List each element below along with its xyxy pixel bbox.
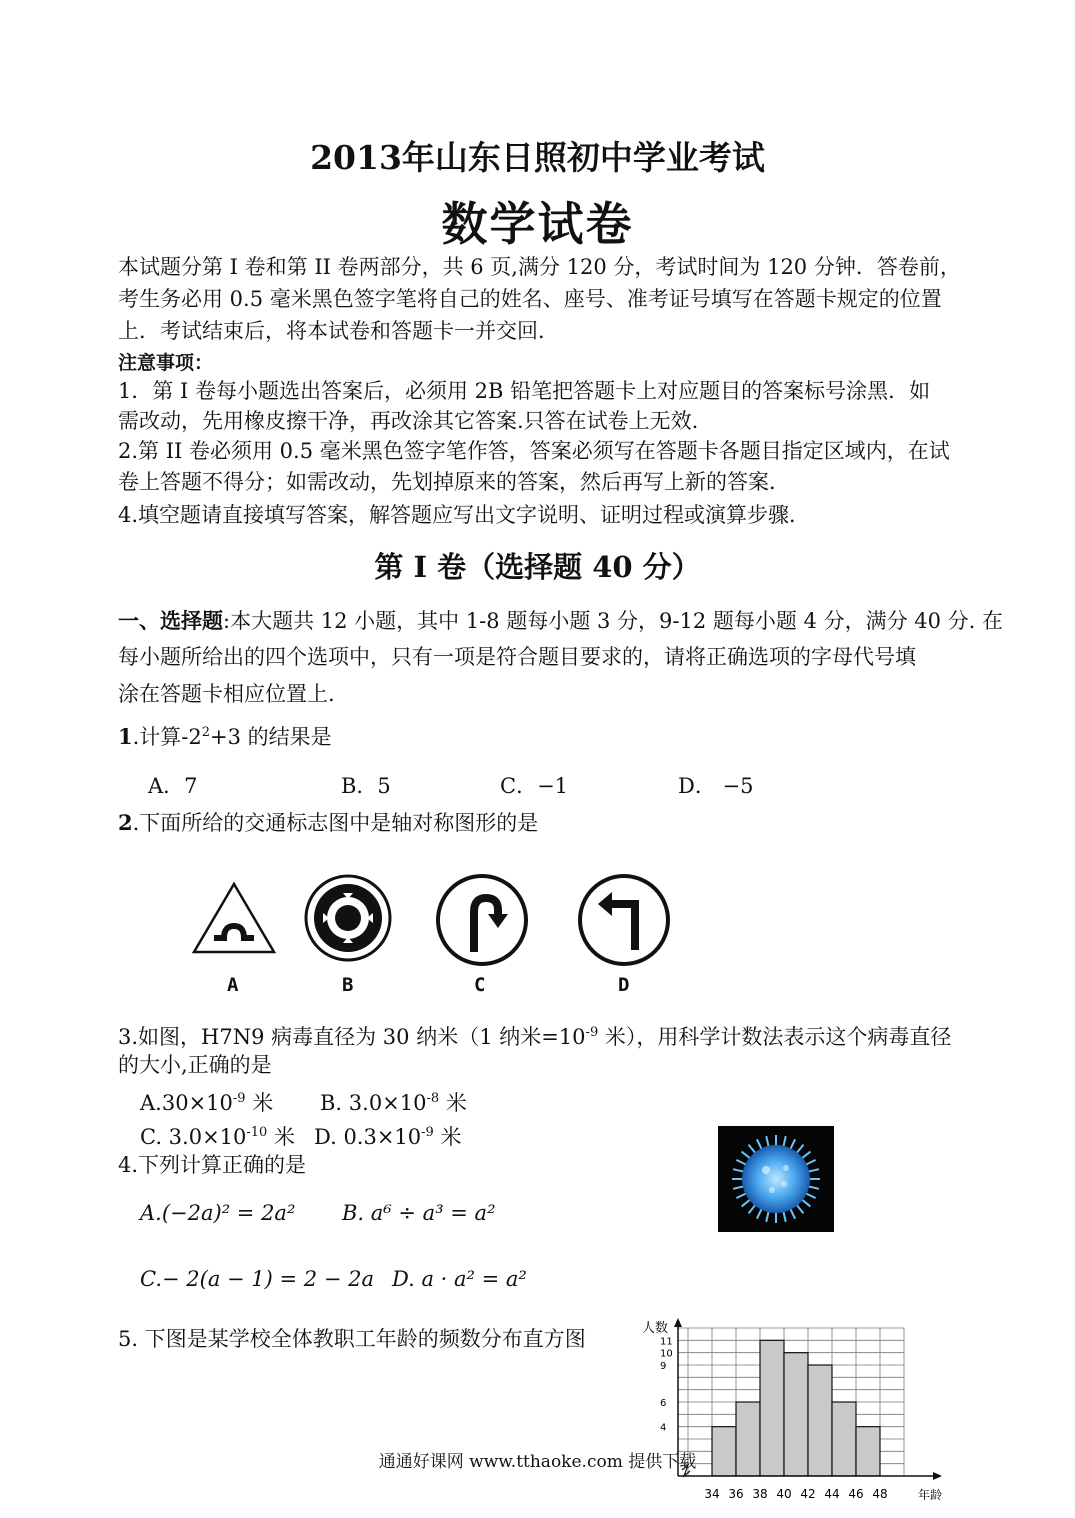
q3-optc-text: C. 3.0×10 — [140, 1125, 247, 1149]
question-4: 4.下列计算正确的是 — [118, 1153, 307, 1177]
q3-optd-text: D. 0.3×10 — [314, 1125, 422, 1149]
x-tick-label: 48 — [872, 1487, 888, 1501]
q1-option-c: C．−1 — [500, 774, 569, 798]
question-3-line-2: 的大小,正确的是 — [118, 1053, 272, 1077]
q1-post: +3 的结果是 — [210, 725, 332, 749]
virus-image — [718, 1126, 834, 1232]
intro-line-2: 考生务必用 0.5 毫米黑色签字笔将自己的姓名、座号、准考证号填写在答题卡规定的位置 — [118, 287, 942, 311]
section-intro-line-1 — [118, 603, 1003, 639]
q3-option-d — [314, 1118, 462, 1152]
q3-line1-post: 米），用科学计数法表示这个病毒直径 — [598, 1025, 952, 1049]
intro-line-3: 上．考试结束后，将本试卷和答题卡一并交回． — [118, 319, 559, 343]
note-line-2: 需改动，先用橡皮擦干净，再改涂其它答案.只答在试卷上无效. — [118, 409, 699, 433]
x-axis-label: 年龄 — [918, 1488, 943, 1502]
q1-pre: .计算-2 — [132, 725, 202, 749]
q3-line1-sup: -9 — [585, 1025, 599, 1040]
sign-a-icon — [194, 884, 274, 952]
q2-number: 2 — [118, 810, 133, 835]
q1-number: 1 — [118, 724, 133, 749]
q4-option-a: A.(−2a)² = 2a² — [140, 1201, 296, 1225]
question-1 — [118, 718, 332, 752]
x-tick-label: 42 — [800, 1487, 816, 1501]
sign-label-a: A — [227, 974, 239, 996]
x-tick-label: 46 — [848, 1487, 864, 1501]
x-tick-label: 38 — [752, 1487, 768, 1501]
exam-subtitle: 数学试卷 — [441, 197, 634, 251]
q3-option-a — [140, 1084, 273, 1118]
q1-option-b: B．5 — [341, 774, 391, 798]
intro-line-1: 本试题分第 I 卷和第 II 卷两部分，共 6 页,满分 120 分，考试时间为 120 分钟．答卷前， — [118, 255, 961, 279]
footer-credit: 通通好课网 www.tthaoke.com 提供下载 — [378, 1452, 697, 1472]
section-intro-text: :本大题共 12 小题，其中 1-8 题每小题 3 分，9-12 题每小题 4 分，满分 40 分. 在 — [223, 609, 1004, 633]
q3-opta-unit: 米 — [245, 1091, 274, 1115]
question-5: 5. 下图是某学校全体教职工年龄的频数分布直方图 — [118, 1327, 586, 1351]
y-tick-label: 11 — [660, 1336, 673, 1348]
sign-label-c: C — [474, 974, 486, 996]
notes-heading: 注意事项： — [118, 352, 214, 374]
q3-optb-text: B. 3.0×10 — [320, 1091, 427, 1115]
q4-option-d: D. a · a² = a² — [392, 1267, 527, 1291]
q2-text: .下面所给的交通标志图中是轴对称图形的是 — [132, 811, 539, 835]
sign-label-d: D — [618, 974, 630, 996]
q1-option-a: A．7 — [148, 774, 198, 798]
q3-optd-sup: -9 — [421, 1125, 434, 1140]
question-3-line-1 — [118, 1018, 951, 1052]
section-title: 第 I 卷（选择题 40 分） — [374, 550, 701, 584]
q1-sup: 2 — [201, 725, 211, 740]
sign-c-icon — [438, 876, 526, 964]
q3-opta-text: A.30×10 — [140, 1091, 233, 1115]
q3-optc-unit: 米 — [267, 1125, 296, 1149]
x-tick-label: 36 — [728, 1487, 744, 1501]
question-2 — [118, 808, 538, 838]
sign-b-icon — [306, 876, 390, 960]
section-intro-line-2: 每小题所给出的四个选项中，只有一项是符合题目要求的，请将正确选项的字母代号填 — [118, 645, 916, 669]
q4-option-b: B. a⁶ ÷ a³ = a² — [342, 1201, 496, 1225]
note-line-1: 1．第 I 卷每小题选出答案后，必须用 2B 铅笔把答题卡上对应题目的答案标号涂黑．如 — [118, 379, 931, 403]
q3-optb-unit: 米 — [439, 1091, 467, 1115]
y-tick-label: 9 — [660, 1361, 667, 1372]
x-tick-label: 40 — [776, 1487, 792, 1501]
note-line-5: 4.填空题请直接填写答案，解答题应写出文字说明、证明过程或演算步骤． — [118, 503, 811, 527]
q3-option-b — [320, 1084, 467, 1118]
q3-optd-unit: 米 — [433, 1125, 462, 1149]
x-axis-arrow-icon — [933, 1472, 942, 1480]
q4-option-c: C.− 2(a − 1) = 2 − 2a — [140, 1267, 374, 1291]
q3-opta-sup: -9 — [232, 1091, 246, 1106]
sign-d-icon — [580, 876, 668, 964]
sign-label-b: B — [342, 974, 354, 996]
note-line-3: 2.第 II 卷必须用 0.5 毫米黑色签字笔作答，答案必须写在答题卡各题目指定区域内，在试 — [118, 439, 950, 463]
y-axis-label: 人数 — [642, 1321, 669, 1336]
q3-optb-sup: -8 — [426, 1091, 440, 1106]
y-axis-arrow-icon — [674, 1318, 682, 1327]
exam-title: 2013年山东日照初中学业考试 — [310, 138, 765, 177]
x-tick-label: 34 — [704, 1487, 720, 1501]
section-intro-bold: 一、选择题 — [118, 608, 223, 633]
y-tick-label: 4 — [660, 1422, 667, 1434]
q1-option-d: D． −5 — [678, 774, 754, 798]
section-intro-line-3: 涂在答题卡相应位置上. — [118, 682, 335, 706]
q3-option-c — [140, 1118, 295, 1152]
note-line-4: 卷上答题不得分；如需改动，先划掉原来的答案，然后再写上新的答案． — [118, 470, 790, 494]
q3-line1-text: 3.如图，H7N9 病毒直径为 30 纳米（1 纳米=10 — [118, 1025, 586, 1049]
y-tick-label: 6 — [660, 1398, 667, 1409]
x-tick-label: 44 — [824, 1487, 840, 1501]
y-tick-label: 10 — [660, 1348, 673, 1360]
age-histogram — [640, 1316, 960, 1506]
q3-optc-sup: -10 — [246, 1125, 268, 1140]
